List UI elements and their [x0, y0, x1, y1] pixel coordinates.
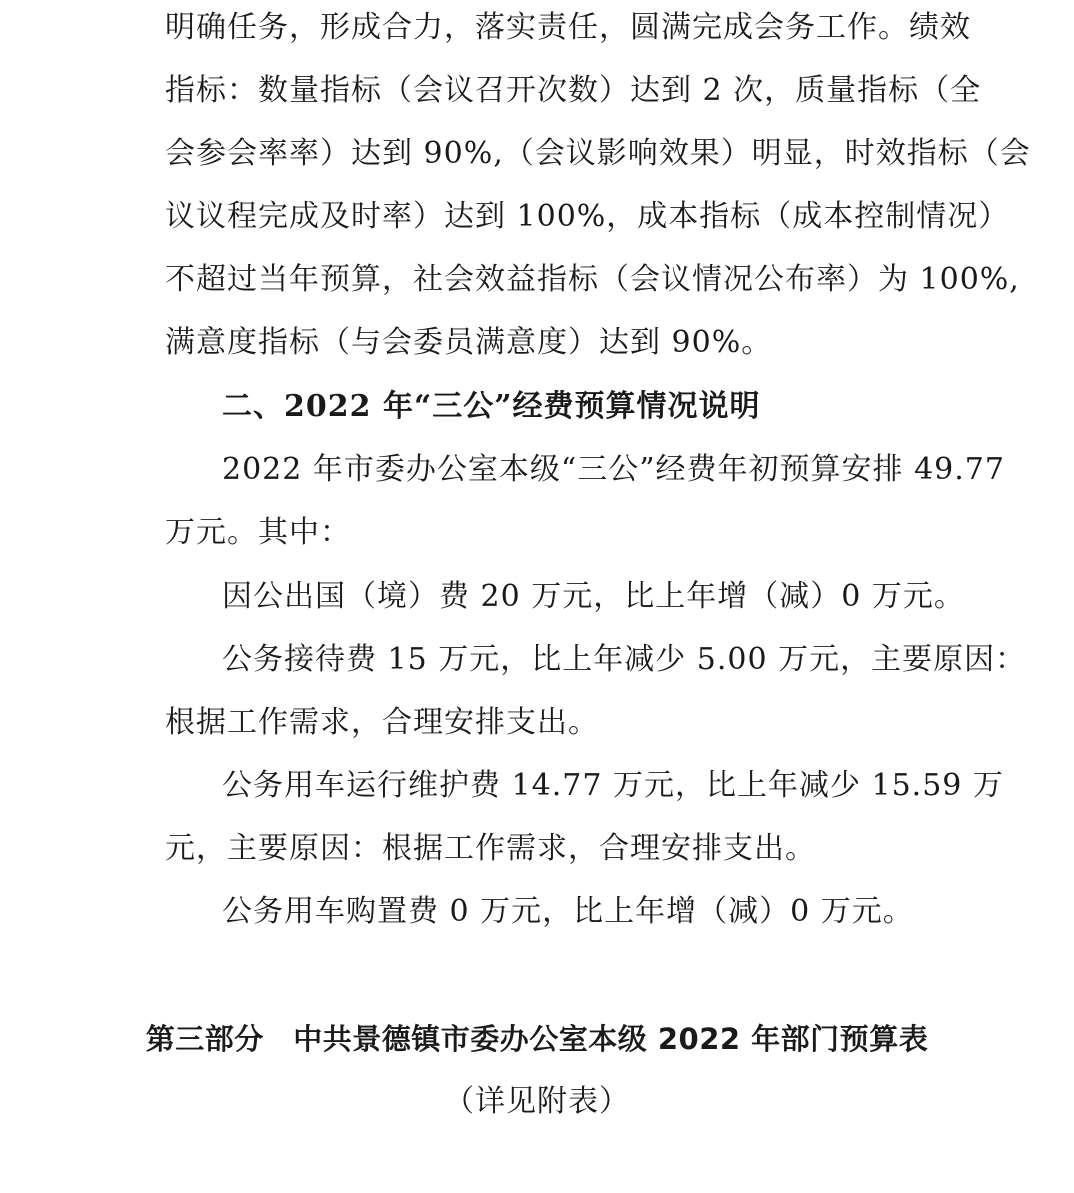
perf-line-1: 明确任务，形成合力，落实责任，圆满完成会务工作。绩效 — [165, 10, 971, 45]
part-three-note: （详见附表） — [444, 1084, 630, 1119]
vehicle-purchase: 公务用车购置费 0 万元，比上年增（减）0 万元。 — [222, 894, 914, 929]
section-two-heading: 二、2022 年“三公”经费预算情况说明 — [222, 389, 761, 424]
vehicle-operation-line-2: 元，主要原因：根据工作需求，合理安排支出。 — [165, 831, 816, 866]
perf-line-3: 会参会率率）达到 90%,（会议影响效果）明显，时效指标（会 — [165, 136, 1031, 171]
overseas-expense: 因公出国（境）费 20 万元，比上年增（减）0 万元。 — [222, 579, 965, 614]
part-three-title: 第三部分 中共景德镇市委办公室本级 2022 年部门预算表 — [145, 1022, 929, 1056]
reception-line-1: 公务接待费 15 万元，比上年减少 5.00 万元，主要原因： — [222, 642, 1027, 677]
perf-line-4: 议议程完成及时率）达到 100%，成本指标（成本控制情况） — [165, 199, 1010, 234]
perf-line-6: 满意度指标（与会委员满意度）达到 90%。 — [165, 325, 773, 360]
vehicle-operation-line-1: 公务用车运行维护费 14.77 万元，比上年减少 15.59 万 — [222, 768, 1004, 803]
perf-line-2: 指标：数量指标（会议召开次数）达到 2 次，质量指标（全 — [165, 73, 982, 108]
intro-line-2: 万元。其中： — [165, 515, 351, 550]
intro-line-1: 2022 年市委办公室本级“三公”经费年初预算安排 49.77 — [222, 452, 1005, 487]
perf-line-5: 不超过当年预算，社会效益指标（会议情况公布率）为 100%, — [165, 262, 1020, 297]
reception-line-2: 根据工作需求，合理安排支出。 — [165, 705, 599, 740]
